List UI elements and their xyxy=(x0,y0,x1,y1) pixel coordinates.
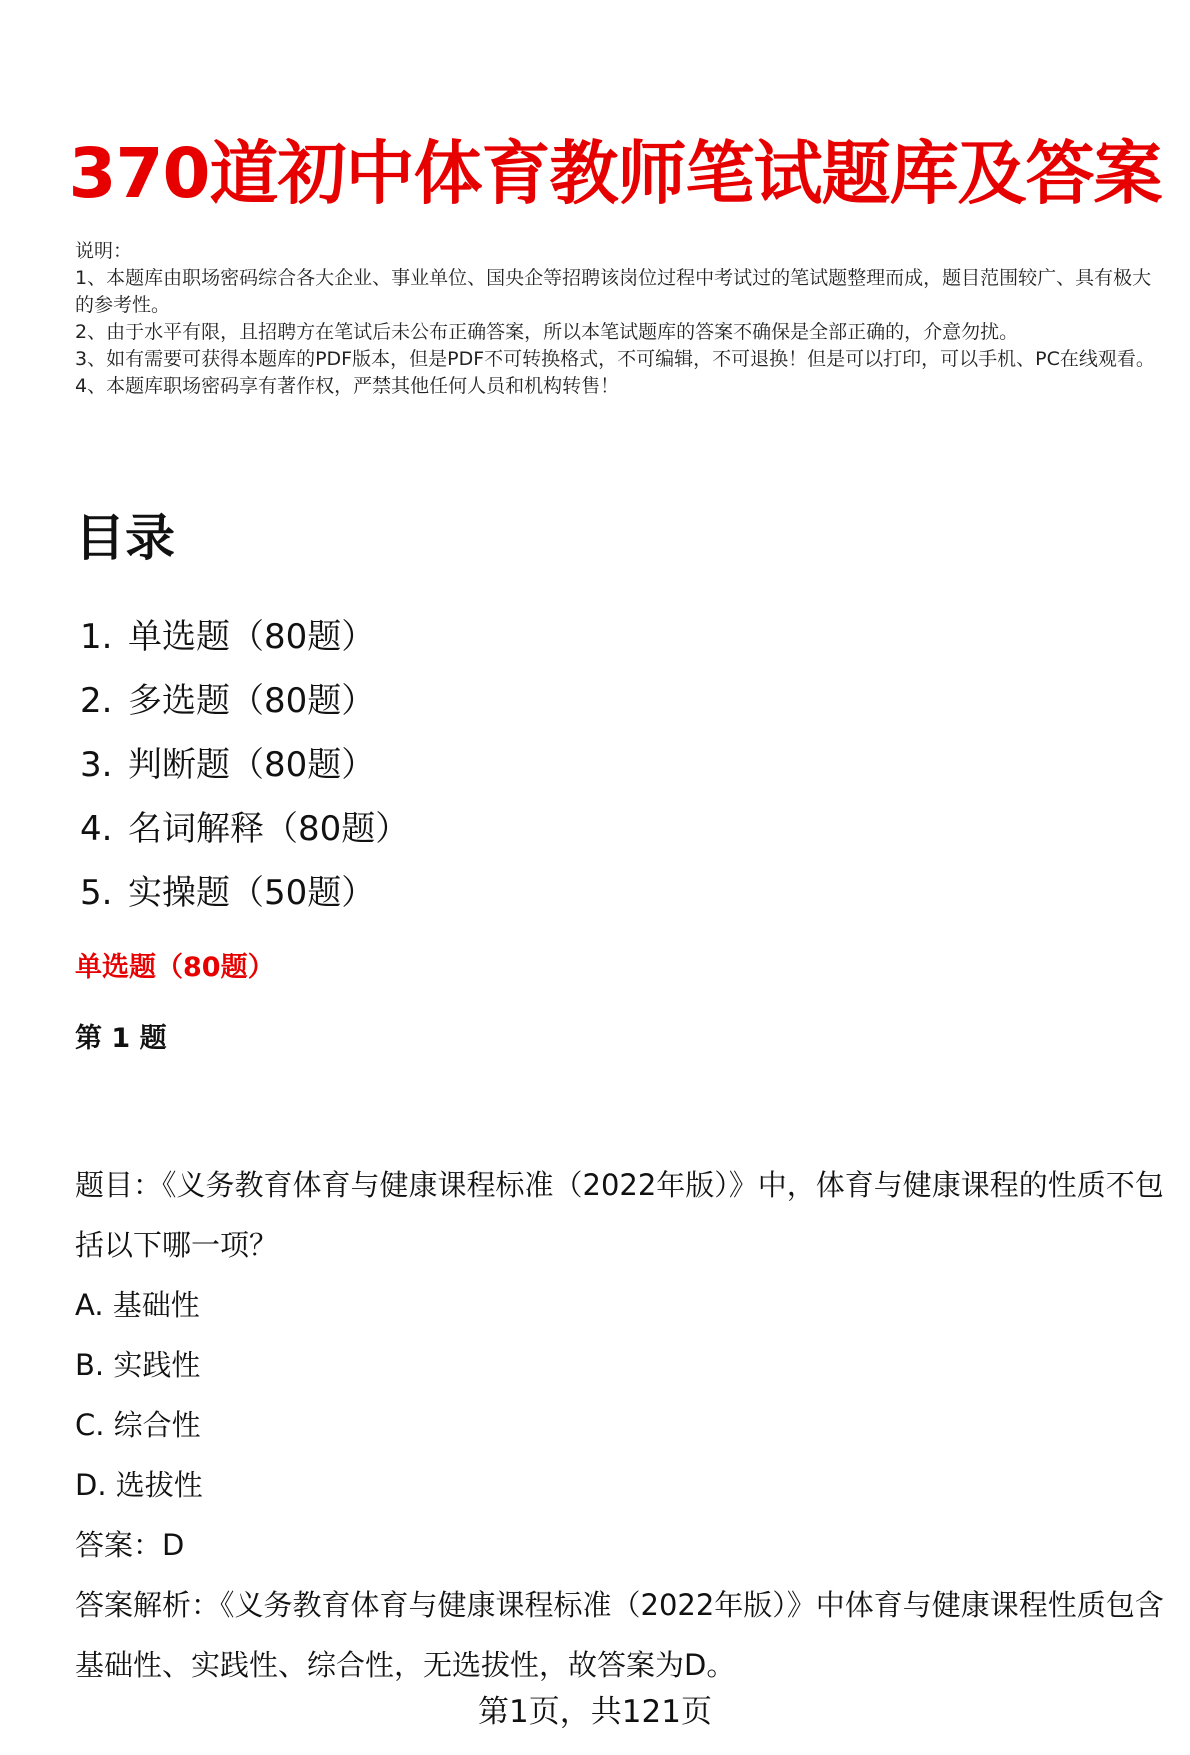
section-title: 单选题（80题） xyxy=(75,952,275,983)
answer-analysis: 答案解析：《义务教育体育与健康课程标准（2022年版）》中体育与健康课程性质包含基础性、实践性、综合性，无选拔性，故答案为D。 xyxy=(75,1588,1164,1682)
option-a: A. 基础性 xyxy=(75,1288,200,1322)
toc-item-number: 4. xyxy=(80,809,113,849)
table-of-contents xyxy=(80,605,409,925)
notes-heading: 说明： xyxy=(75,240,133,262)
question-number: 第 1 题 xyxy=(75,1023,167,1054)
notes-block xyxy=(75,238,1155,400)
toc-item-number: 2. xyxy=(80,681,113,721)
toc-heading: 目录 xyxy=(75,509,175,567)
toc-item[interactable] xyxy=(80,861,409,925)
option-d: D. 选拔性 xyxy=(75,1468,203,1502)
toc-item-number: 1. xyxy=(80,617,113,657)
notes-line-1: 1、本题库由职场密码综合各大企业、事业单位、国央企等招聘该岗位过程中考试过的笔试题整理而成，题目范围较广、具有极大的参考性。 xyxy=(75,267,1152,316)
toc-item-number: 5. xyxy=(80,873,113,913)
toc-item[interactable] xyxy=(80,733,409,797)
toc-item-label: 单选题（80题） xyxy=(128,617,376,657)
question-block xyxy=(75,1155,1165,1695)
toc-item[interactable] xyxy=(80,605,409,669)
notes-line-4: 4、本题库职场密码享有著作权，严禁其他任何人员和机构转售！ xyxy=(75,375,620,397)
notes-line-2: 2、由于水平有限，且招聘方在笔试后未公布正确答案，所以本笔试题库的答案不确保是全部正确的，介意勿扰。 xyxy=(75,321,1019,343)
toc-item[interactable] xyxy=(80,797,409,861)
toc-item-label: 判断题（80题） xyxy=(128,745,376,785)
question-stem: 题目：《义务教育体育与健康课程标准（2022年版）》中，体育与健康课程的性质不包括以下哪一项？ xyxy=(75,1168,1164,1262)
option-c: C. 综合性 xyxy=(75,1408,201,1442)
toc-item-label: 多选题（80题） xyxy=(128,681,376,721)
option-b: B. 实践性 xyxy=(75,1348,201,1382)
document-title: 370道初中体育教师笔试题库及答案 xyxy=(68,134,1162,214)
notes-line-3: 3、如有需要可获得本题库的PDF版本，但是PDF不可转换格式，不可编辑，不可退换！但是可以打印，可以手机、PC在线观看。 xyxy=(75,348,1155,370)
toc-item-number: 3. xyxy=(80,745,113,785)
toc-item[interactable] xyxy=(80,669,409,733)
answer: 答案：D xyxy=(75,1528,185,1562)
toc-item-label: 实操题（50题） xyxy=(128,873,376,913)
toc-item-label: 名词解释（80题） xyxy=(128,809,410,849)
page-footer: 第1页，共121页 xyxy=(478,1694,712,1730)
